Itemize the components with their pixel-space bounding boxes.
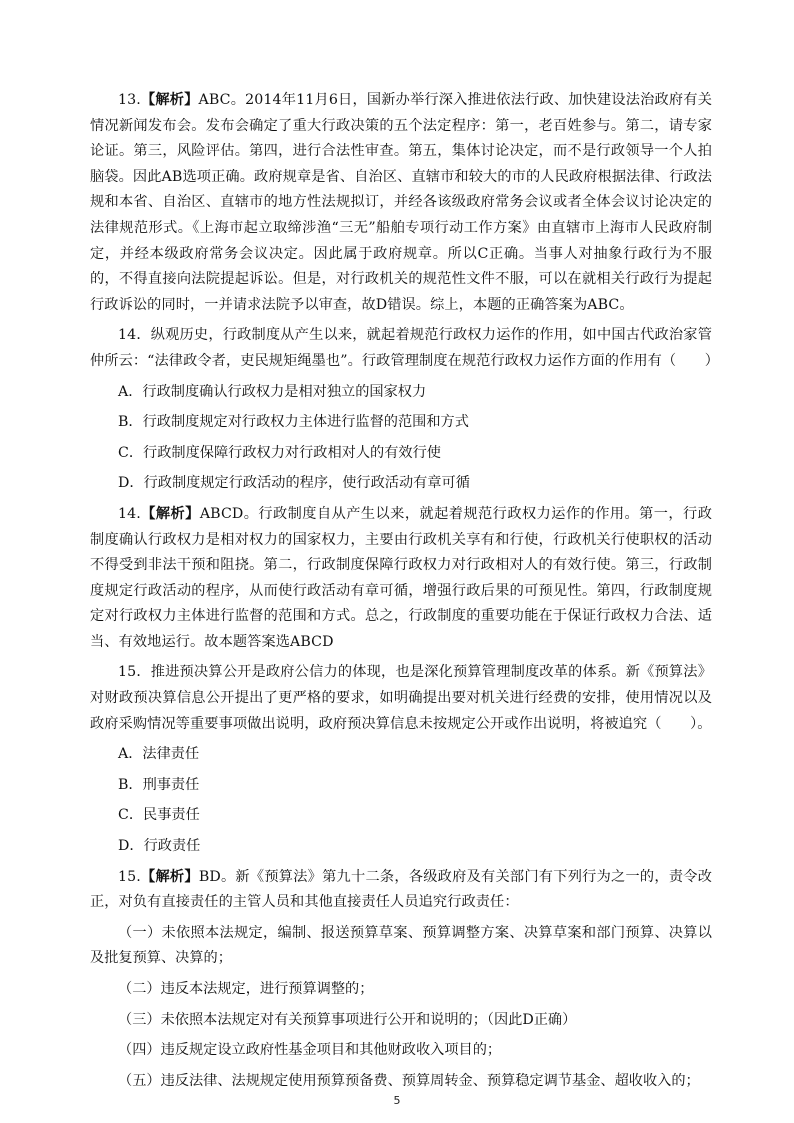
q15-analysis-item-1: （一）未依照本法规定，编制、报送预算草案、预算调整方案、决算草案和部门预算、决算以及批复预算、决算的； [90, 924, 712, 967]
analysis-tag: 【解析】 [140, 92, 199, 108]
q15-option-a: A．法律责任 [118, 746, 200, 763]
q14-option-a: A．行政制度确认行政权力是相对独立的国家权力 [118, 383, 427, 400]
q15-analysis-item-4: （四）违反规定设立政府性基金项目和其他财政收入项目的； [118, 1042, 502, 1059]
q14-stem: 14．纵观历史，行政制度从产生以来，就起着规范行政权力运作的作用，如中国古代政治家管仲所云：“法律政令者，吏民规矩绳墨也”。行政管理制度在规范行政权力运作方面的作用有（ ） [90, 327, 720, 369]
analysis-text: BD。新《预算法》第九十二条，各级政府及有关部门有下列行为之一的，责令改正，对负有直接责任的主管人员和其他直接责任人员追究行政责任： [90, 868, 713, 911]
question-number: 15. [118, 868, 141, 885]
q14-option-b: B．行政制度规定对行政权力主体进行监督的范围和方式 [118, 414, 469, 431]
q14-option-d: D．行政制度规定行政活动的程序，使行政活动有章可循 [118, 475, 470, 492]
q15-analysis-item-2: （二）违反本法规定，进行预算调整的； [118, 981, 374, 997]
analysis-text: ABCD。行政制度自从产生以来，就起着规范行政权力运作的作用。第一，行政制度确认行政权力是相对权力的国家权力，主要由行政机关享有和行使，行政机关行使职权的活动不得受到非法干预和阻挠。第二，行政制度保障行政权力对行政相对人的有效行使。第三，行政制度规定行政活动的程序，从而使行政活动有章可循，增强行政后果的可预见性。第四，行政制度规定对行政权力主体进行监督的范围和方式。总之，行政制度的重要功能在于保证行政权力合法、适当、有效地运行。故本题答案选ABCD [90, 505, 712, 650]
q13-analysis [90, 88, 712, 318]
q15-analysis-item-3: （三）未依照本法规定对有关预算事项进行公开和说明的；（因此D正确） [118, 1011, 577, 1028]
q14-analysis [90, 502, 712, 656]
analysis-tag: 【解析】 [140, 505, 200, 522]
q15-stem: 15．推进预决算公开是政府公信力的体现，也是深化预算管理制度改革的体系。新《预算法》对财政预决算信息公开提出了更严格的要求，如明确提出要对机关进行经费的安排，使用情况以及政府采购情况等重要事项做出说明，政府预决算信息未按规定公开或作出说明，将被追究（ ）。 [90, 664, 712, 732]
page-number: 5 [393, 1094, 401, 1107]
q14-option-c: C．行政制度保障行政权力对行政相对人的有效行使 [118, 444, 441, 461]
analysis-tag: 【解析】 [140, 868, 199, 885]
question-number: 13. [118, 92, 141, 108]
q15-analysis-item-5: （五）违反法律、法规规定使用预算预备费、预算周转金、预算稳定调节基金、超收收入的； [118, 1072, 700, 1089]
question-number: 14. [118, 505, 141, 522]
document-body [90, 88, 720, 1099]
q15-option-d: D．行政责任 [118, 838, 201, 855]
q15-option-b: B．刑事责任 [118, 776, 200, 793]
analysis-text: ABC。2014年11月6日，国新办举行深入推进依法行政、加快建设法治政府有关情况新闻发布会。发布会确定了重大行政决策的五个法定程序：第一，老百姓参与。第二，请专家论证。第三，风险评估。第四，进行合法性审查。第五，集体讨论决定，而不是行政领导一个人拍脑袋。因此AB选项正确。政府规章是省、自治区、直辖市和较大的市的人民政府根据法律、行政法规和本省、自治区、直辖市的地方性法规拟订，并经各该级政府常务会议或者全体会议讨论决定的法律规范形式。《上海市起立取缔涉渔“三无”船舶专项行动工作方案》由直辖市上海市人民政府制定，并经本级政府常务会议决定。因此属于政府规章。所以C正确。当事人对抽象行政行为不服的，不得直接向法院提起诉讼。但是，对行政机关的规范性文件不服，可以在就相关行政行为提起行政诉讼的同时，一并请求法院予以审查，故D错误。综上，本题的正确答案为ABC。 [90, 92, 712, 313]
q15-option-c: C．民事责任 [118, 807, 200, 824]
q15-analysis [90, 865, 712, 916]
